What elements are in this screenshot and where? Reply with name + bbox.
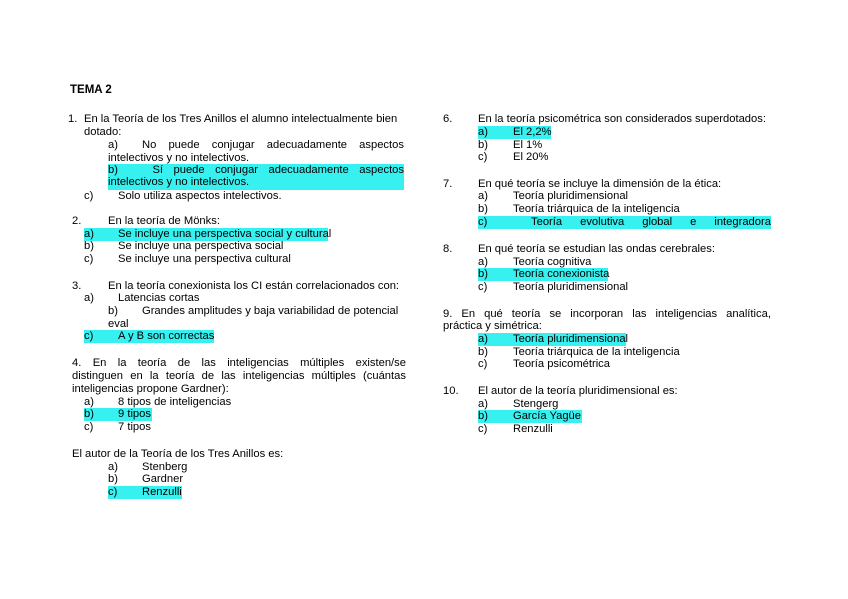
question-stem: práctica y simétrica: [443,320,542,332]
option-letter: c) [478,358,488,370]
question-stem: 9. En qué teoría se incorporan las inteligencias analítica, [443,308,771,320]
option-correct: c) A y B son correctas [84,330,215,342]
option-text: Stenberg [142,461,188,473]
option-text: Teoría psicométrica [513,358,610,370]
option-text: Solo utiliza aspectos intelectivos. [118,190,282,202]
option-text: eval [108,318,129,330]
question-number: 10. [443,385,459,397]
option-text: Latencias cortas [118,292,200,304]
option-letter: b) [478,203,488,215]
option-letter: c) [478,151,488,163]
question-stem: En la Teoría de los Tres Anillos el alumno intelectualmente bien [84,113,398,125]
option-correct: a) Se incluye una perspectiva social y cultural [84,228,332,240]
option-text: intelectivos y no intelectivos. [108,152,250,164]
option-letter: b) [478,346,488,358]
option-text: Gardner [142,473,184,485]
option-correct: b) García Yagüe [478,410,581,422]
option-text: Se incluye una perspectiva cultural [118,253,291,265]
question-number: 1. [68,113,78,125]
question-number: 6. [443,113,453,125]
option-text: Teoría cognitiva [513,256,592,268]
option-letter: a) [84,396,94,408]
option-text: Teoría pluridimensional [513,190,629,202]
question-stem: El autor de la teoría pluridimensional es: [478,385,678,397]
question-stem: 4. En la teoría de las inteligencias múltiples existen/se [72,357,406,369]
option-correct: a) Teoría pluridimensional [478,333,629,345]
option-text: El 1% [513,139,543,151]
question-stem: distinguen en la teoría de las inteligencias múltiples (cuántas [72,370,406,382]
option-letter: b) [108,305,118,317]
question-stem: inteligencias propone Gardner): [72,383,229,395]
option-correct: a) El 2,2% [478,126,552,138]
option-letter: b) [108,473,118,485]
question-number: 2. [72,215,82,227]
option-letter: c) [84,421,94,433]
option-correct: b) 9 tipos [84,408,151,420]
option-letter: c) [478,423,488,435]
option-text: Se incluye una perspectiva social [118,240,284,252]
question-number: 8. [443,243,453,255]
option-text: Grandes amplitudes y baja variabilidad de potencial [142,305,399,317]
option-text: Stengerg [513,398,559,410]
option-text: 7 tipos [118,421,151,433]
option-letter: b) [478,139,488,151]
option-letter: c) [478,281,488,293]
option-text: El 20% [513,151,549,163]
option-text: Renzulli [513,423,553,435]
option-text: No puede conjugar adecuadamente aspectos [142,139,404,151]
option-letter: a) [84,292,94,304]
question-stem: dotado: [84,126,122,138]
option-letter: a) [478,398,488,410]
option-text: Teoría triárquica de la inteligencia [513,346,680,358]
option-letter: b) [84,240,94,252]
question-stem: En la teoría psicométrica son considerados superdotados: [478,113,766,125]
option-letter: a) [478,256,488,268]
option-letter: c) [84,190,94,202]
option-text: Teoría triárquica de la inteligencia [513,203,680,215]
option-text: 8 tipos de inteligencias [118,396,232,408]
page-title: TEMA 2 [70,84,112,96]
option-correct: c) Renzulli [108,486,182,498]
question-number: 3. [72,280,82,292]
option-letter: a) [478,190,488,202]
question-number: 7. [443,178,453,190]
option-letter: a) [108,461,118,473]
option-correct: b) Teoría conexionista [478,268,610,280]
question-stem: El autor de la Teoría de los Tres Anillos es: [72,448,284,460]
option-text: Teoría pluridimensional [513,281,629,293]
option-correct: b) Sí puede conjugar adecuadamente aspectos [108,164,404,190]
option-letter: a) [108,139,118,151]
option-letter: c) [84,253,94,265]
question-stem: En la teoría conexionista los CI están correlacionados con: [108,280,400,292]
question-stem: En qué teoría se estudian las ondas cerebrales: [478,243,715,255]
option-correct: c) Teoría evolutiva global e integradora [478,216,771,228]
question-stem: En la teoría de Mönks: [108,215,220,227]
question-stem: En qué teoría se incluye la dimensión de la ética: [478,178,722,190]
option-text: intelectivos y no intelectivos. [108,176,250,188]
